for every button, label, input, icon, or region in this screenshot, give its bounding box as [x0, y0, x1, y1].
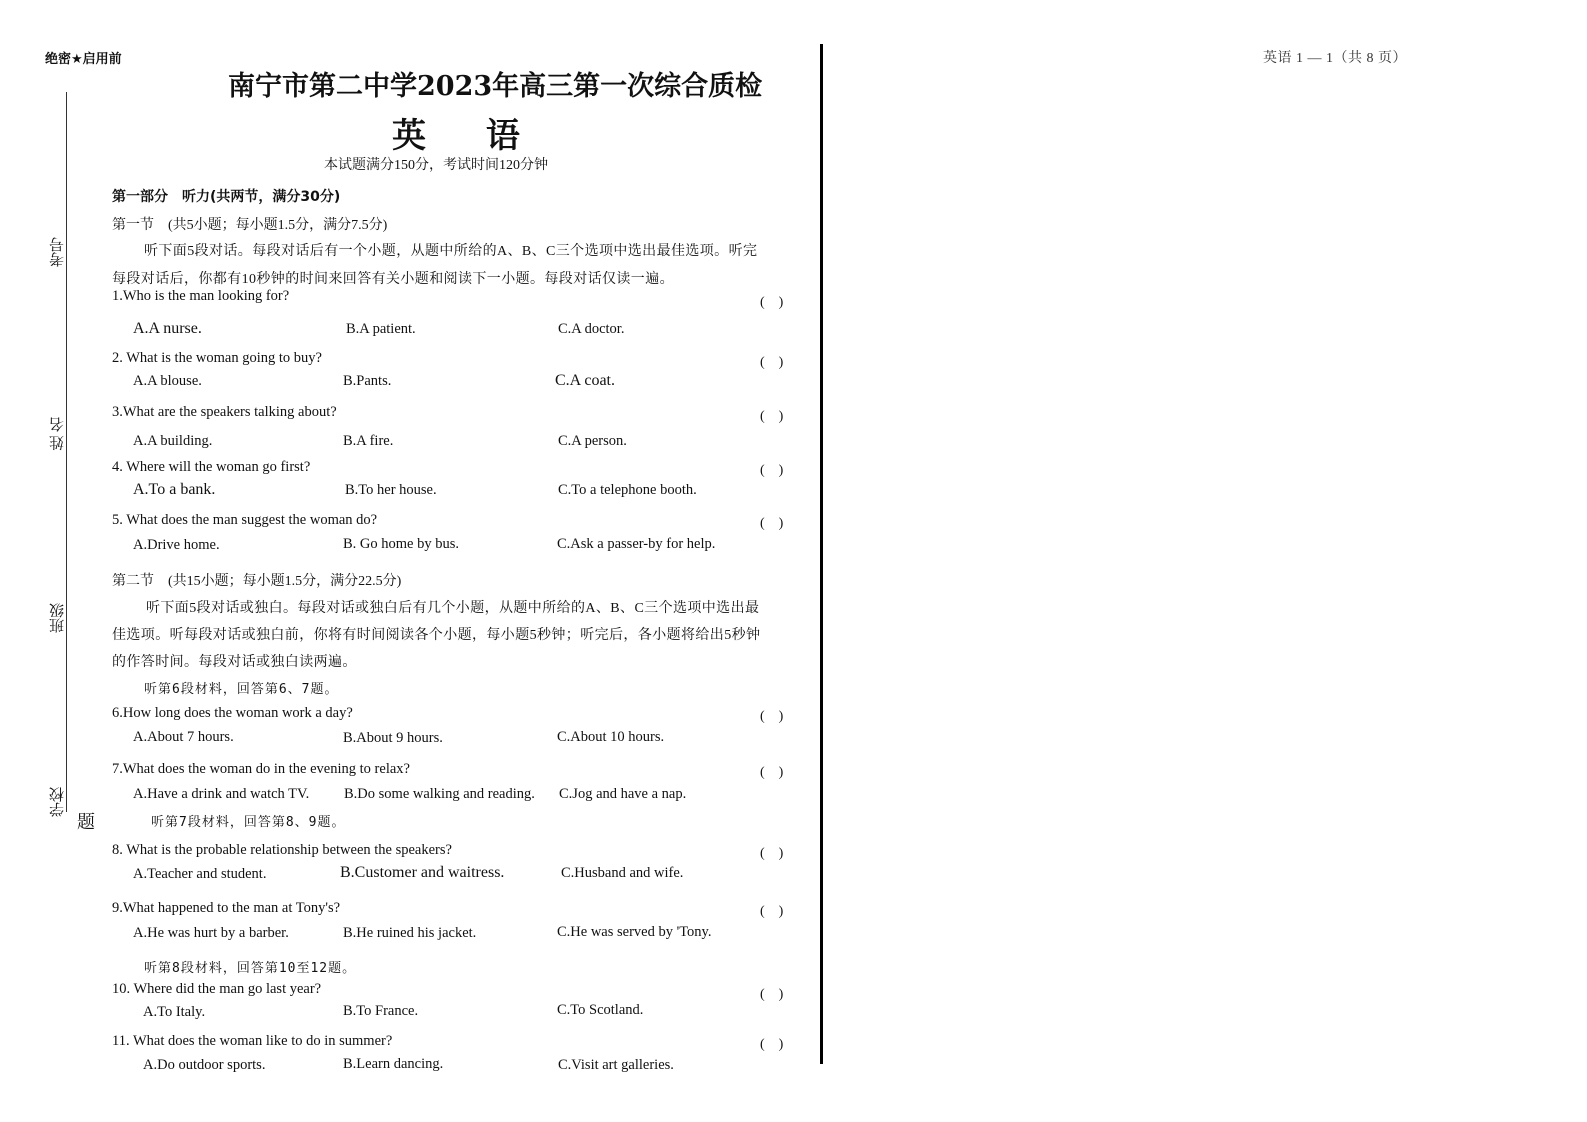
- answer-blank[interactable]: ( ): [760, 709, 784, 724]
- option-b[interactable]: B.About 9 hours.: [343, 730, 443, 746]
- question-11: 11. What does the woman like to do in summer?: [112, 1033, 393, 1049]
- page-divider: [820, 44, 823, 1064]
- option-c[interactable]: C.Jog and have a nap.: [559, 786, 687, 802]
- option-b[interactable]: B.To France.: [343, 1003, 419, 1019]
- question-8: 8. What is the probable relationship between the speakers?: [112, 842, 452, 858]
- option-a[interactable]: A.A nurse.: [133, 320, 202, 337]
- material-note: 听第8段材料，回答第10至12题。: [144, 961, 357, 976]
- option-a[interactable]: A.He was hurt by a barber.: [133, 925, 289, 941]
- binding-line: [66, 92, 67, 812]
- binding-label-exam-number: 考号: [51, 234, 66, 270]
- question-10: 10. Where did the man go last year?: [112, 981, 322, 997]
- answer-blank[interactable]: ( ): [760, 516, 784, 531]
- answer-blank[interactable]: ( ): [760, 846, 784, 861]
- material-note: 听第7段材料，回答第8、9题。: [151, 815, 346, 830]
- section1-heading: 第一节 (共5小题；每小题1.5分，满分7.5分): [112, 218, 388, 233]
- option-c[interactable]: C.A coat.: [555, 372, 615, 389]
- question-5: 5. What does the man suggest the woman do?: [112, 512, 378, 528]
- option-a[interactable]: A.Have a drink and watch TV.: [133, 786, 310, 802]
- option-b[interactable]: B.A patient.: [346, 321, 416, 337]
- option-b[interactable]: B.Learn dancing.: [343, 1056, 444, 1072]
- option-a[interactable]: A.A building.: [133, 433, 213, 449]
- option-c[interactable]: C.Visit art galleries.: [558, 1057, 674, 1073]
- option-c[interactable]: C.To a telephone booth.: [558, 482, 697, 498]
- binding-label-class: 班级: [51, 600, 66, 636]
- answer-blank[interactable]: ( ): [760, 409, 784, 424]
- option-a[interactable]: A.A blouse.: [133, 373, 202, 389]
- answer-blank[interactable]: ( ): [760, 463, 784, 478]
- option-b[interactable]: B.He ruined his jacket.: [343, 925, 477, 941]
- exam-title: 南宁市第二中学2023年高三第一次综合质检: [228, 71, 763, 102]
- option-a[interactable]: A.Drive home.: [133, 537, 220, 553]
- exam-info: 本试题满分150分，考试时间120分钟: [324, 158, 548, 173]
- answer-blank[interactable]: ( ): [760, 765, 784, 780]
- section2-heading: 第二节 (共15小题；每小题1.5分，满分22.5分): [112, 574, 402, 589]
- section1-instructions: 每段对话后，你都有10秒钟的时间来回答有关小题和阅读下一小题。每段对话仅读一遍。: [112, 272, 674, 287]
- option-c[interactable]: C.About 10 hours.: [557, 729, 665, 745]
- option-b[interactable]: B.A fire.: [343, 433, 394, 449]
- option-a[interactable]: A.To Italy.: [143, 1004, 206, 1020]
- option-c[interactable]: C.Husband and wife.: [561, 865, 684, 881]
- option-b[interactable]: B.Pants.: [343, 373, 392, 389]
- question-2: 2. What is the woman going to buy?: [112, 350, 322, 366]
- answer-blank[interactable]: ( ): [760, 904, 784, 919]
- question-3: 3.What are the speakers talking about?: [112, 404, 337, 420]
- option-b[interactable]: B. Go home by bus.: [343, 536, 459, 552]
- question-1: 1.Who is the man looking for?: [112, 288, 290, 304]
- option-a[interactable]: A.To a bank.: [133, 481, 216, 498]
- option-a[interactable]: A.Do outdoor sports.: [143, 1057, 266, 1073]
- section1-instructions: 听下面5段对话。每段对话后有一个小题，从题中所给的A、B、C三个选项中选出最佳选项。听完: [144, 244, 758, 259]
- binding-label-name: 姓 名: [51, 414, 66, 454]
- section2-instructions: 的作答时间。每段对话或独白读两遍。: [112, 655, 357, 670]
- option-c[interactable]: C.Ask a passer-by for help.: [557, 536, 716, 552]
- answer-blank[interactable]: ( ): [760, 355, 784, 370]
- option-c[interactable]: C.To Scotland.: [557, 1002, 644, 1018]
- answer-blank[interactable]: ( ): [760, 295, 784, 310]
- page-number: 英语 1 — 1（共 8 页）: [1263, 51, 1407, 66]
- option-a[interactable]: A.About 7 hours.: [133, 729, 234, 745]
- option-a[interactable]: A.Teacher and student.: [133, 866, 267, 882]
- option-b[interactable]: B.Customer and waitress.: [340, 864, 505, 881]
- answer-blank[interactable]: ( ): [760, 1037, 784, 1052]
- binding-label-school: 学校: [51, 784, 66, 820]
- option-c[interactable]: C.A person.: [558, 433, 627, 449]
- option-b[interactable]: B.To her house.: [345, 482, 437, 498]
- question-9: 9.What happened to the man at Tony's?: [112, 900, 341, 916]
- confidential-label: 绝密★启用前: [45, 52, 122, 67]
- part1-heading: 第一部分 听力(共两节，满分30分): [112, 189, 341, 205]
- option-c[interactable]: C.He was served by 'Tony.: [557, 924, 712, 940]
- subject-title: 英 语: [392, 116, 544, 156]
- question-6: 6.How long does the woman work a day?: [112, 705, 353, 721]
- answer-blank[interactable]: ( ): [760, 987, 784, 1002]
- question-4: 4. Where will the woman go first?: [112, 459, 311, 475]
- option-b[interactable]: B.Do some walking and reading.: [344, 786, 535, 802]
- question-7: 7.What does the woman do in the evening to relax?: [112, 761, 410, 777]
- binding-label-ti: 题: [77, 812, 95, 832]
- section2-instructions: 听下面5段对话或独白。每段对话或独白后有几个小题，从题中所给的A、B、C三个选项中选出最: [146, 601, 760, 616]
- option-c[interactable]: C.A doctor.: [558, 321, 625, 337]
- section2-instructions: 佳选项。听每段对话或独白前，你将有时间阅读各个小题，每小题5秒钟；听完后，各小题将给出5秒钟: [112, 628, 761, 643]
- material-note: 听第6段材料，回答第6、7题。: [144, 682, 339, 697]
